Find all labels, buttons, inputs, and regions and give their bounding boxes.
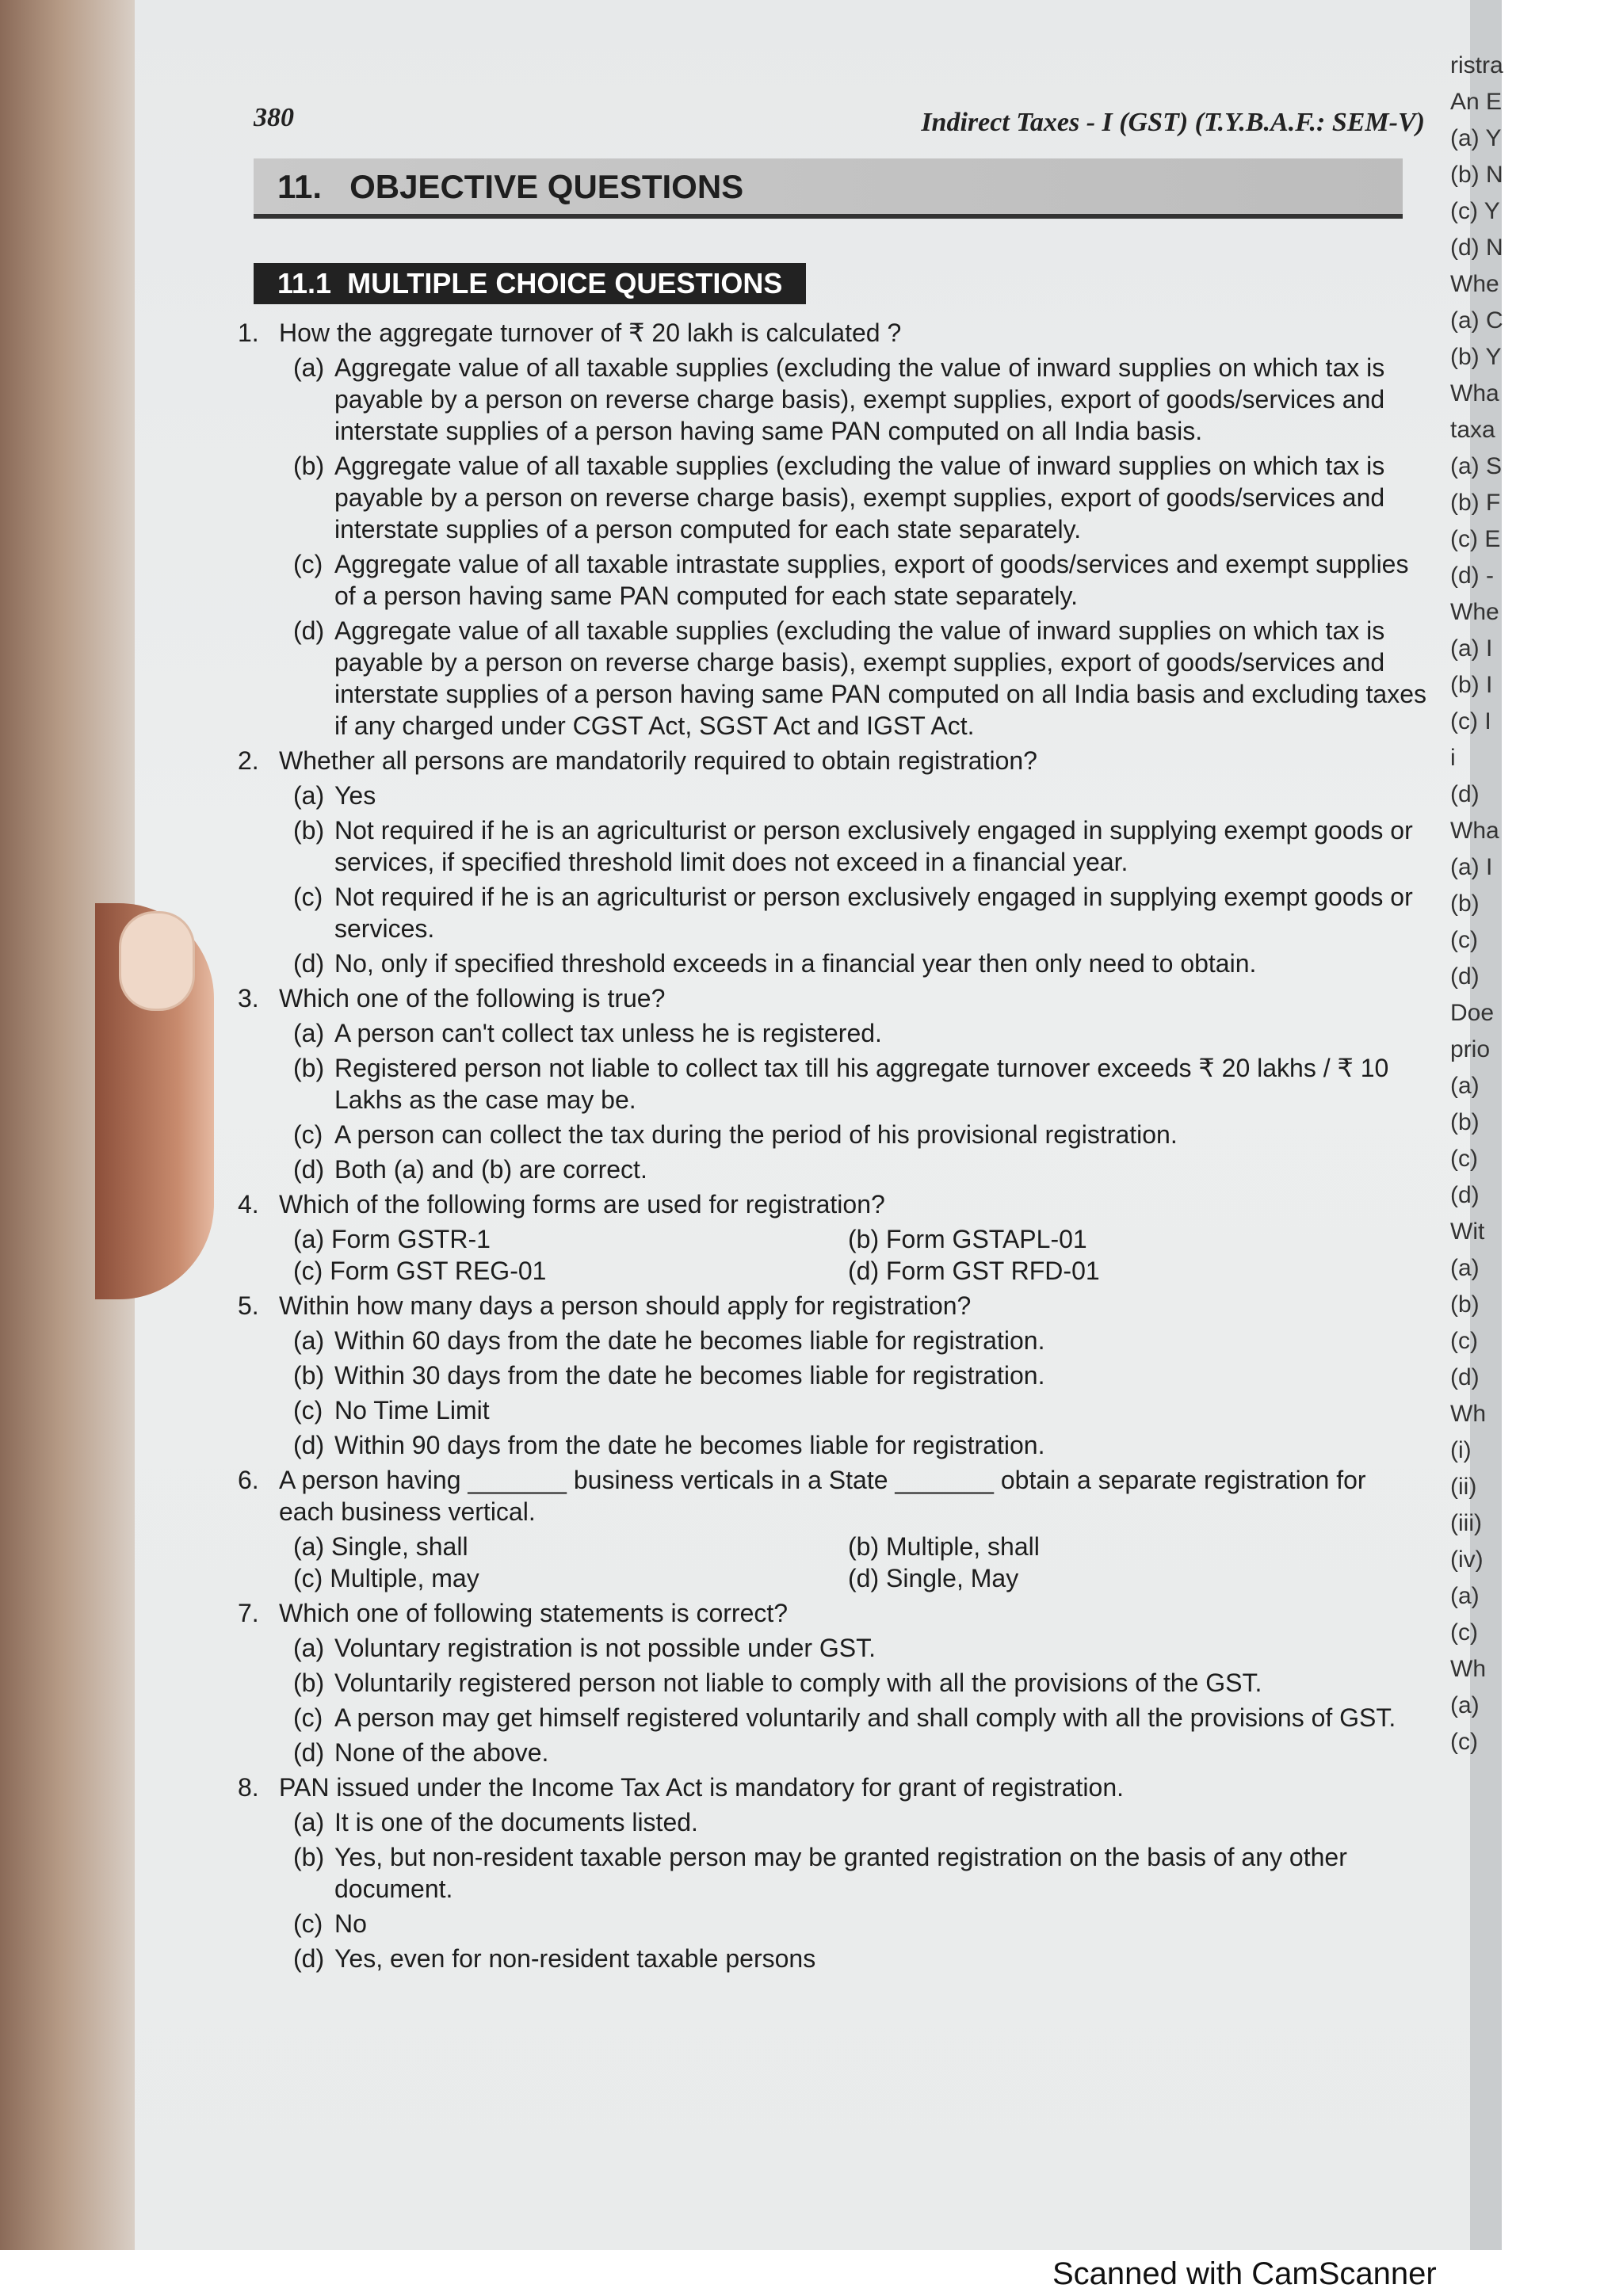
- answer-option: [238, 1325, 1426, 1356]
- running-head: [254, 103, 1425, 143]
- next-page-fragment: (a) I: [1450, 635, 1493, 662]
- option-text: Yes, but non-resident taxable person may be granted registration on the basis of any other document.: [334, 1843, 1347, 1903]
- chapter-heading-bar: [254, 158, 1403, 219]
- option-label: (a): [293, 1634, 325, 1662]
- answer-option: [238, 948, 1426, 979]
- answer-option: [238, 615, 1426, 742]
- question-stem: [238, 1290, 1426, 1322]
- question-2: [238, 745, 1426, 979]
- question-stem: [238, 1188, 1426, 1220]
- book-title: Indirect Taxes - I (GST) (T.Y.B.A.F.: SEM-V): [921, 108, 1425, 137]
- next-page-fragment: (b): [1450, 1109, 1480, 1135]
- answer-option: (a) Form GSTR-1: [293, 1225, 491, 1253]
- answer-option: [238, 450, 1426, 545]
- next-page-fragment: i: [1450, 745, 1456, 771]
- next-page-fragment: (c) Y: [1450, 198, 1500, 224]
- next-page-fragment: (b) F: [1450, 490, 1501, 516]
- next-page-fragment: (iv): [1450, 1547, 1484, 1573]
- next-page-fragment: Doe: [1450, 1000, 1495, 1026]
- next-page-fragment: taxa: [1450, 417, 1495, 443]
- option-text: Not required if he is an agriculturist or person exclusively engaged in supplying exempt goods or services.: [334, 883, 1413, 943]
- next-page-fragment: Whe: [1450, 599, 1499, 625]
- next-page-fragment: (b) N: [1450, 162, 1503, 188]
- question-6: [238, 1464, 1426, 1594]
- next-page-fragment: (b): [1450, 1291, 1480, 1318]
- option-label: (d): [293, 1155, 325, 1184]
- question-text: PAN issued under the Income Tax Act is mandatory for grant of registration.: [279, 1773, 1125, 1802]
- option-label: (b): [293, 1843, 325, 1871]
- fingernail: [119, 911, 195, 1011]
- question-number: 1.: [238, 318, 259, 347]
- next-page-fragment: (c) I: [1450, 708, 1491, 734]
- option-label: (a): [293, 1326, 325, 1355]
- answer-option: [238, 1702, 1426, 1733]
- answer-option: (b) Form GSTAPL-01: [848, 1225, 1087, 1253]
- question-text: Which of the following forms are used for registration?: [279, 1190, 885, 1219]
- option-text: A person can collect the tax during the period of his provisional registration.: [334, 1120, 1178, 1149]
- option-label: (d): [293, 1431, 325, 1459]
- next-page-fragment: (d) -: [1450, 563, 1494, 589]
- next-page-fragment: (iii): [1450, 1510, 1482, 1536]
- next-page-fragment: Wha: [1450, 380, 1499, 406]
- answer-options-grid: [238, 1223, 1426, 1287]
- next-page-fragment: Wha: [1450, 818, 1499, 844]
- option-label: (b): [293, 1054, 325, 1082]
- option-label: (b): [293, 816, 325, 845]
- next-page-fragment: An E: [1450, 89, 1503, 115]
- next-page-fragment: (d): [1450, 1364, 1480, 1390]
- question-number: 4.: [238, 1190, 259, 1219]
- next-page-fragment: Whe: [1450, 271, 1499, 297]
- answer-option: [238, 1154, 1426, 1185]
- question-stem: [238, 1597, 1426, 1629]
- answer-option: [238, 1119, 1426, 1150]
- question-number: 6.: [238, 1466, 259, 1494]
- scanner-watermark: Scanned with CamScanner: [1052, 2256, 1437, 2291]
- answer-option: (c) Multiple, may: [293, 1564, 479, 1592]
- answer-option: [238, 352, 1426, 447]
- answer-option: [238, 1943, 1426, 1974]
- question-text: How the aggregate turnover of ₹ 20 lakh is calculated ?: [279, 318, 902, 347]
- option-label: (a): [293, 1019, 325, 1047]
- answer-option: [238, 814, 1426, 878]
- answer-option: (a) Single, shall: [293, 1532, 468, 1561]
- next-page-fragment: (a): [1450, 1255, 1480, 1281]
- option-text: No Time Limit: [334, 1396, 490, 1425]
- next-page-fragment: (a): [1450, 1692, 1480, 1718]
- question-stem: [238, 982, 1426, 1014]
- question-stem: [238, 1772, 1426, 1803]
- answer-option: [238, 1737, 1426, 1768]
- question-list: [238, 317, 1426, 1978]
- option-text: Within 90 days from the date he becomes liable for registration.: [334, 1431, 1045, 1459]
- option-label: (c): [293, 883, 323, 911]
- question-1: [238, 317, 1426, 742]
- option-label: (a): [293, 353, 325, 382]
- option-text: Aggregate value of all taxable supplies (excluding the value of inward supplies on which tax is payable by a person on reverse charge basis), exempt supplies, export of goods/services and interstate supplies of a person computed for each state separately.: [334, 452, 1385, 543]
- option-text: No, only if specified threshold exceeds in a financial year then only need to obtain.: [334, 949, 1257, 978]
- answer-option: [238, 1806, 1426, 1838]
- next-page-fragment: (a) S: [1450, 453, 1503, 479]
- next-page-margin: [1450, 48, 1503, 2044]
- page-number: 380: [254, 103, 294, 132]
- question-stem: [238, 1464, 1426, 1527]
- option-label: (b): [293, 1361, 325, 1390]
- option-text: Aggregate value of all taxable intrastate supplies, export of goods/services and exempt supplies of a person having same PAN computed for each state separately.: [334, 550, 1409, 610]
- answer-option: [238, 1394, 1426, 1426]
- answer-option: [238, 1841, 1426, 1905]
- next-page-fragment: (c): [1450, 1729, 1478, 1755]
- chapter-title: 11. OBJECTIVE QUESTIONS: [277, 168, 744, 205]
- question-7: [238, 1597, 1426, 1768]
- option-text: Both (a) and (b) are correct.: [334, 1155, 647, 1184]
- next-page-fragment: (a): [1450, 1583, 1480, 1609]
- question-number: 5.: [238, 1291, 259, 1320]
- option-text: Yes: [334, 781, 376, 810]
- next-page-fragment: prio: [1450, 1036, 1491, 1062]
- next-page-fragment: (a) I: [1450, 854, 1493, 880]
- option-text: Aggregate value of all taxable supplies (excluding the value of inward supplies on which tax is payable by a person on reverse charge basis), exempt supplies, export of goods/services and interstate supplies of a person having same PAN computed on all India basis and excluding taxes if any charged under CGST Act, SGST Act and IGST Act.: [334, 616, 1426, 740]
- question-text: Whether all persons are mandatorily required to obtain registration?: [279, 746, 1037, 775]
- next-page-fragment: (d): [1450, 963, 1480, 990]
- next-page-fragment: (c): [1450, 1328, 1478, 1354]
- answer-option: [238, 1017, 1426, 1049]
- option-text: Not required if he is an agriculturist or person exclusively engaged in supplying exempt goods or services, if specified threshold limit does not exceed in a financial year.: [334, 816, 1413, 876]
- option-label: (d): [293, 1944, 325, 1973]
- option-label: (c): [293, 1120, 323, 1149]
- question-stem: [238, 745, 1426, 776]
- question-3: [238, 982, 1426, 1185]
- next-page-fragment: (b): [1450, 891, 1480, 917]
- option-label: (b): [293, 1669, 325, 1697]
- question-number: 3.: [238, 984, 259, 1013]
- next-page-fragment: (c): [1450, 1146, 1478, 1172]
- option-text: Within 60 days from the date he becomes liable for registration.: [334, 1326, 1045, 1355]
- question-text: Which one of following statements is correct?: [279, 1599, 789, 1627]
- option-label: (a): [293, 781, 325, 810]
- answer-option: (c) Form GST REG-01: [293, 1257, 547, 1285]
- option-text: No: [334, 1909, 367, 1938]
- next-page-fragment: (b) Y: [1450, 344, 1502, 370]
- option-label: (d): [293, 949, 325, 978]
- next-page-fragment: (ii): [1450, 1474, 1477, 1500]
- answer-option: [238, 1360, 1426, 1391]
- answer-option: [238, 1632, 1426, 1664]
- next-page-fragment: ristra: [1450, 52, 1503, 78]
- answer-option: [238, 780, 1426, 811]
- option-text: Voluntary registration is not possible under GST.: [334, 1634, 876, 1662]
- option-label: (b): [293, 452, 325, 480]
- next-page-fragment: (a) Y: [1450, 125, 1502, 151]
- answer-options-grid: [238, 1531, 1426, 1594]
- section-heading: 11.1 MULTIPLE CHOICE QUESTIONS: [254, 263, 806, 304]
- next-page-fragment: (b) I: [1450, 672, 1493, 698]
- option-text: It is one of the documents listed.: [334, 1808, 698, 1836]
- answer-option: (b) Multiple, shall: [848, 1532, 1040, 1561]
- question-number: 7.: [238, 1599, 259, 1627]
- option-text: Yes, even for non-resident taxable persons: [334, 1944, 816, 1973]
- question-text: Within how many days a person should apply for registration?: [279, 1291, 972, 1320]
- option-text: Voluntarily registered person not liable to comply with all the provisions of the GST.: [334, 1669, 1262, 1697]
- next-page-fragment: (c): [1450, 927, 1478, 953]
- answer-option: [238, 1429, 1426, 1461]
- next-page-fragment: (i): [1450, 1437, 1472, 1463]
- option-text: A person can't collect tax unless he is registered.: [334, 1019, 882, 1047]
- question-stem: [238, 317, 1426, 349]
- option-text: Registered person not liable to collect tax till his aggregate turnover exceeds ₹ 20 lakhs / ₹ 10 Lakhs as the case may be.: [334, 1054, 1389, 1114]
- question-text: Which one of the following is true?: [279, 984, 666, 1013]
- next-page-fragment: (d): [1450, 781, 1480, 807]
- answer-option: [238, 1667, 1426, 1699]
- option-label: (c): [293, 1909, 323, 1938]
- answer-option: [238, 881, 1426, 944]
- next-page-fragment: (c): [1450, 1619, 1478, 1646]
- question-8: [238, 1772, 1426, 1974]
- next-page-fragment: (c) E: [1450, 526, 1501, 552]
- option-label: (c): [293, 1703, 323, 1732]
- option-text: None of the above.: [334, 1738, 549, 1767]
- question-text: A person having _______ business verticals in a State _______ obtain a separate registration for each business vertical.: [279, 1466, 1366, 1526]
- option-text: Aggregate value of all taxable supplies (excluding the value of inward supplies on which tax is payable by a person on reverse charge basis), exempt supplies, export of goods/services and interstate supplies of a person having same PAN computed on all India basis.: [334, 353, 1385, 445]
- next-page-fragment: Wh: [1450, 1656, 1486, 1682]
- option-label: (c): [293, 550, 323, 578]
- next-page-fragment: Wh: [1450, 1401, 1486, 1427]
- option-text: Within 30 days from the date he becomes liable for registration.: [334, 1361, 1045, 1390]
- next-page-fragment: (d): [1450, 1182, 1480, 1208]
- option-label: (a): [293, 1808, 325, 1836]
- next-page-fragment: Wit: [1450, 1219, 1485, 1245]
- option-label: (c): [293, 1396, 323, 1425]
- question-4: [238, 1188, 1426, 1287]
- next-page-fragment: (a) C: [1450, 307, 1503, 334]
- question-number: 8.: [238, 1773, 259, 1802]
- option-text: A person may get himself registered voluntarily and shall comply with all the provisions of GST.: [334, 1703, 1396, 1732]
- answer-option: [238, 1908, 1426, 1939]
- next-page-fragment: (a): [1450, 1073, 1480, 1099]
- answer-option: (d) Form GST RFD-01: [848, 1257, 1100, 1285]
- option-label: (d): [293, 1738, 325, 1767]
- answer-option: [238, 1052, 1426, 1116]
- next-page-fragment: (d) N: [1450, 235, 1503, 261]
- answer-option: (d) Single, May: [848, 1564, 1019, 1592]
- question-number: 2.: [238, 746, 259, 775]
- question-5: [238, 1290, 1426, 1461]
- answer-option: [238, 548, 1426, 612]
- option-label: (d): [293, 616, 325, 645]
